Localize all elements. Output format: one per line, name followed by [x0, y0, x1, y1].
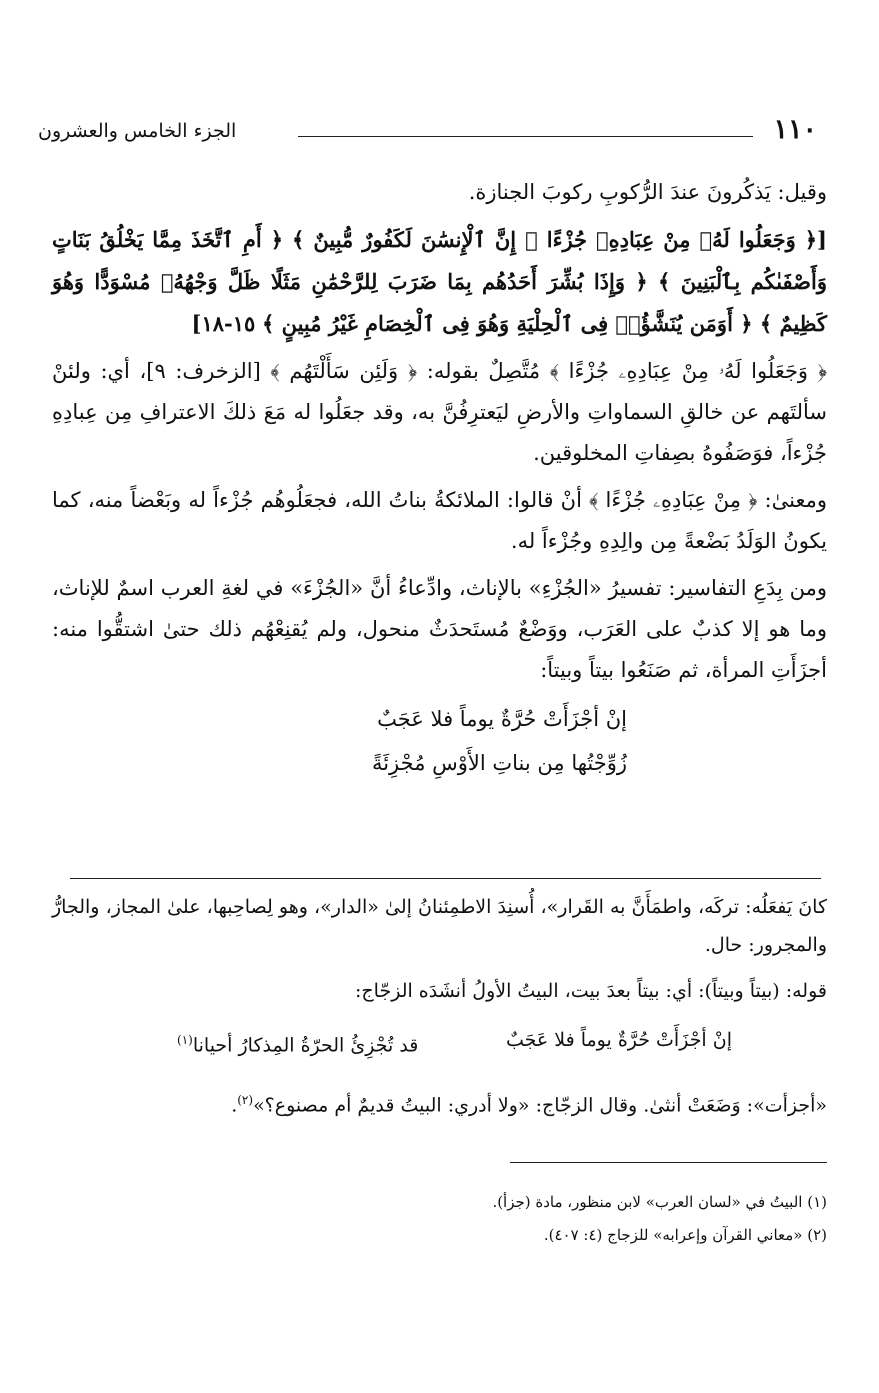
footnotes	[52, 1186, 827, 1252]
verse-second-hemistich: قد تُجْزِئُ الحرّةُ المِذكارُ أحيانا	[192, 1034, 419, 1057]
footnote-marker-2: (٢)	[237, 1093, 254, 1108]
part-title: الجزء الخامس والعشرون	[38, 120, 237, 142]
footnote-2: (٢) «معاني القرآن وإعرابه» للزجاج (٤: ٤٠٧).	[543, 1226, 827, 1244]
commentary-paragraph-3-text: «أجزأت»: وَضَعَتْ أنثىٰ. وقال الزجّاج: «ولا أدري: البيتُ قديمٌ أم مصنوع؟»	[253, 1094, 827, 1117]
paragraph-5: ومن بِدَعِ التفاسير: تفسيرُ «الجُزْءِ» بالإناث، وادِّعاءُ أنَّ «الجُزْءَ» في لغةِ العرب اسمٌ للإناث، وما هو إلا كذبٌ على العَرَب، ووَضْعٌ مُستَحدَثٌ منحول، ولم يُقنِعْهُم ذلك حتىٰ اشتقُّوا منه: أجزَأَتِ المرأة، ثم صَنَعُوا بيتاً وبيتاً:	[52, 576, 827, 682]
paragraph-4: ومعنىٰ: ﴿ مِنْ عِبَادِهِۦ جُزْءًا ﴾ أنْ قالوا: الملائكةُ بناتُ الله، فجعَلُوهُم جُزْءاً له وبَعْضاً منه، كما يكونُ الوَلَدُ بَضْعةً مِن والِدِهِ وجُزْءاً له.	[52, 488, 827, 553]
commentary-divider	[70, 878, 821, 879]
commentary-paragraph-3-end: .	[231, 1094, 238, 1117]
quran-verses: [﴿ وَجَعَلُوا لَهُۥ مِنْ عِبَادِهِۦ جُزْءًا ۚ إِنَّ ٱلْإِنسَٰنَ لَكَفُورٌ مُّبِينٌ ﴾ ﴿ أَمِ ٱتَّخَذَ مِمَّا يَخْلُقُ بَنَاتٍ وَأَصْفَىٰكُم بِٱلْبَنِينَ ﴾ ﴿ وَإِذَا بُشِّرَ أَحَدُهُم بِمَا ضَرَبَ لِلرَّحْمَٰنِ مَثَلًا ظَلَّ وَجْهُهُۥ مُسْوَدًّا وَهُوَ كَظِيمٌ ﴾ ﴿ أَوَمَن يُنَشَّؤُا۟ فِى ٱلْحِلْيَةِ وَهُوَ فِى ٱلْخِصَامِ غَيْرُ مُبِينٍ ﴾	[52, 227, 827, 336]
header-rule	[298, 136, 753, 137]
commentary-paragraph-1: كانَ يَفعَلُه: تركَه، واطمَأَنَّ به القَرار»، أُسنِدَ الاطمِئنانُ إلىٰ «الدار»، وهو لِصاحِبها، علىٰ المجاز، والجارُّ والمجرور: حال.	[52, 896, 827, 956]
commentary	[52, 888, 827, 1133]
main-text	[52, 172, 827, 785]
quran-verses-block	[52, 219, 827, 345]
commentary-paragraph-3	[52, 1081, 827, 1124]
verse-pair	[52, 1018, 827, 1067]
poem-line-1: إنْ أجْزَأَتْ حُرَّةٌ يوماً فلا عَجَبٌ	[377, 707, 627, 731]
paragraph-3: ﴿ وَجَعَلُوا لَهُۥ مِنْ عِبَادِهِۦ جُزْءًا ﴾ مُتَّصِلٌ بقوله: ﴿ وَلَئِن سَأَلْتَهُم ﴾ [الزخرف: ٩]، أي: ولئنْ سألتَهم عن خالقِ السماواتِ والأرضِ ليَعترِفُنَّ به، وقد جعَلُوا له مَعَ ذلكَ الاعترافِ مِن عِبادِهِ جُزْءاً، فوَصَفُوهُ بصِفاتِ المخلوقين.	[52, 359, 828, 465]
poem-line-2: زُوِّجْتُها مِن بناتِ الأَوْسِ مُجْزِئَةً	[371, 751, 627, 775]
commentary-paragraph-2: قوله: (بيتاً وبيتاً): أي: بيتاً بعدَ بيت، البيتُ الأولُ أنشَدَه الزجّاج:	[355, 980, 827, 1002]
page-number: ١١٠	[773, 114, 817, 145]
footnote-divider	[510, 1162, 827, 1163]
verse-reference: ١٥-١٨]	[191, 311, 256, 336]
verse-first-hemistich: إنْ أجْزَأَتْ حُرَّةٌ يوماً فلا عَجَبٌ	[505, 1029, 732, 1051]
footnote-marker-1: (١)	[177, 1033, 193, 1047]
paragraph-1: وقيل: يَذكُرونَ عندَ الرُّكوبِ ركوبَ الجنازة.	[468, 180, 827, 204]
footnote-1: (١) البيتُ في «لسان العرب» لابن منظور، مادة (جزأ).	[492, 1193, 827, 1211]
poem	[52, 697, 827, 785]
verse-second-hemistich-wrap	[177, 1018, 418, 1067]
page-header	[38, 112, 817, 152]
